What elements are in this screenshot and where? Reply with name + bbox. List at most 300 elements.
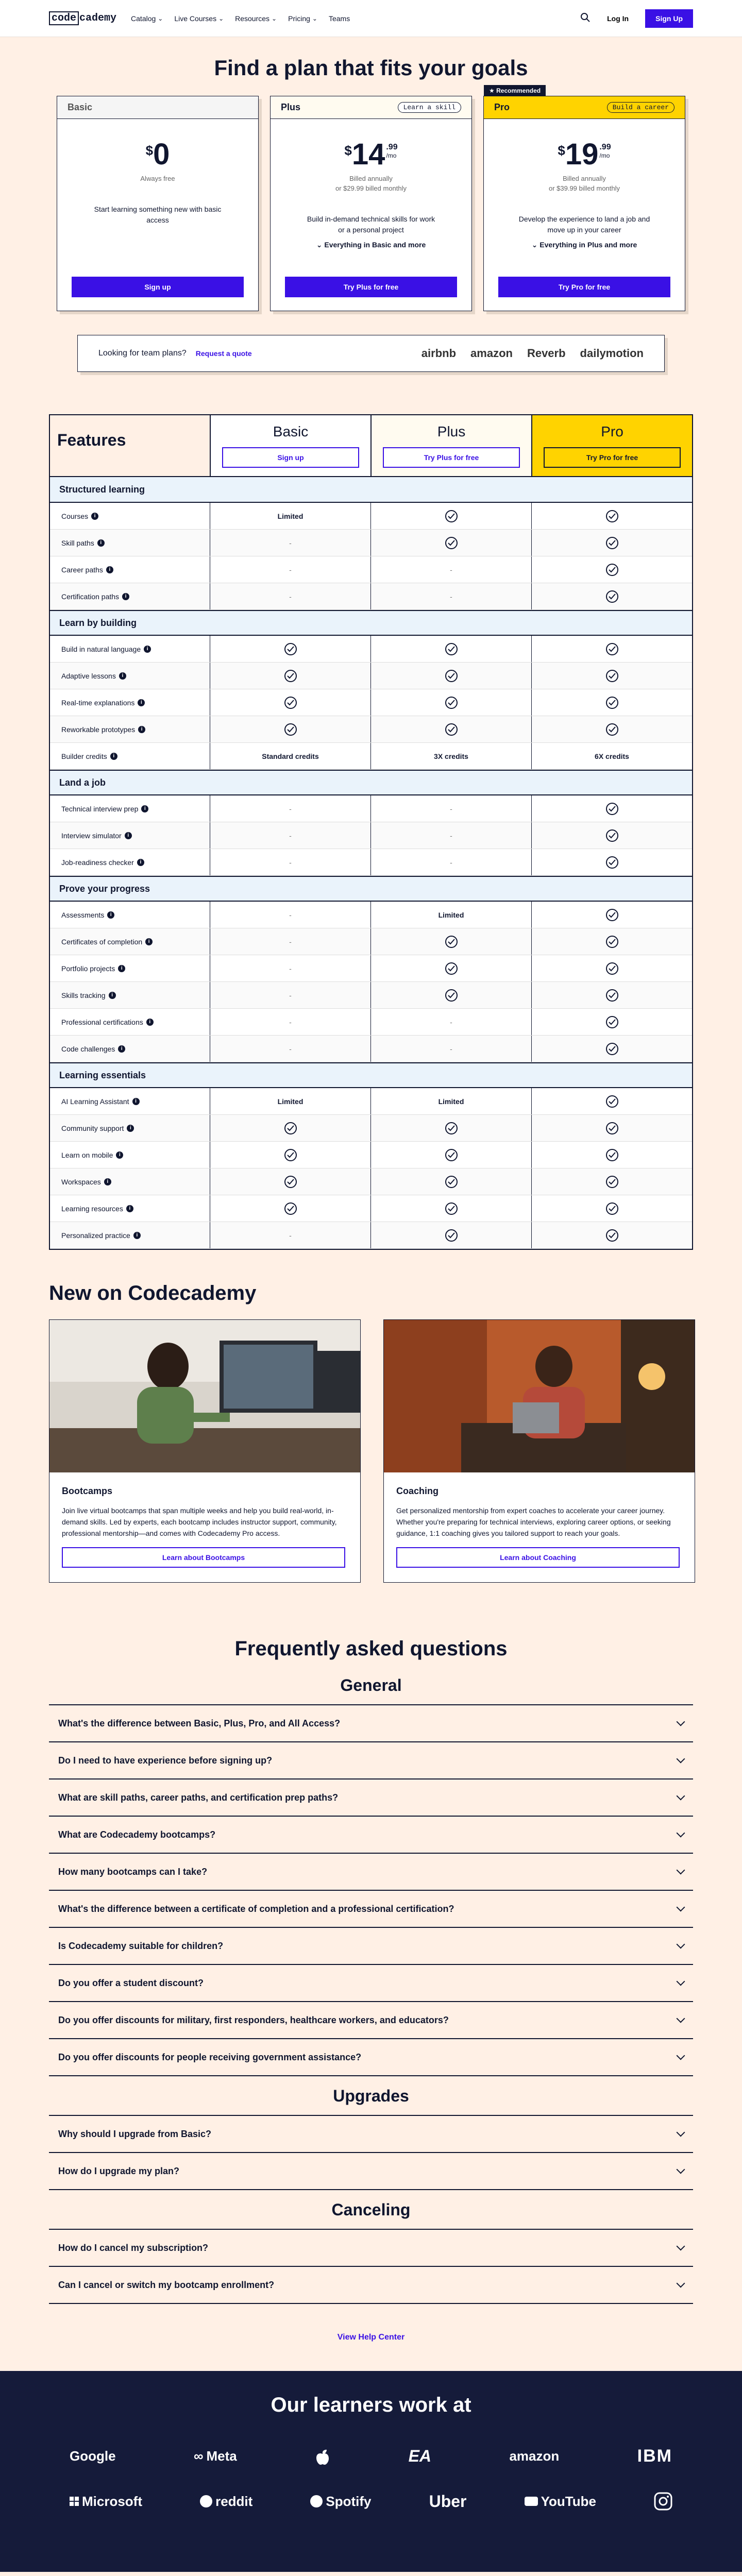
card-title: Bootcamps <box>62 1486 113 1496</box>
info-icon[interactable]: i <box>118 965 125 972</box>
youtube-logo: YouTube <box>525 2494 596 2510</box>
feature-row-adaptive-lessons <box>50 663 692 689</box>
faq-item[interactable] <box>49 1965 693 2002</box>
ea-logo: EA <box>408 2446 432 2465</box>
check-icon <box>606 643 618 655</box>
signup-button[interactable]: Sign Up <box>645 9 693 28</box>
feature-cell <box>531 743 692 769</box>
faq-item[interactable] <box>49 1817 693 1854</box>
feature-cell <box>210 556 370 583</box>
feature-cell <box>210 928 370 955</box>
nav-item-label: Teams <box>328 14 350 23</box>
plan-price <box>271 140 471 170</box>
feature-label: Learn on mobile <box>61 1150 113 1159</box>
dash-value: - <box>289 1231 292 1240</box>
codecademy-logo[interactable]: code cademy <box>49 11 116 25</box>
check-icon <box>606 989 618 1002</box>
everything-in-label: Everything in Plus and more <box>539 241 637 249</box>
company-logos-row-1 <box>49 2441 693 2471</box>
feature-row-personalized-practice <box>50 1222 692 1249</box>
everything-in-toggle[interactable] <box>484 241 685 249</box>
feature-name <box>50 911 210 919</box>
faq-question: How do I upgrade my plan? <box>58 2165 180 2176</box>
section-rows <box>50 503 692 610</box>
section-rows <box>50 795 692 876</box>
section-land-a-job: Land a job <box>50 770 692 795</box>
search-icon[interactable] <box>580 12 591 24</box>
plan-price <box>57 140 258 170</box>
feature-name <box>50 858 210 867</box>
price-cents: .99 <box>599 143 611 151</box>
feature-row-learn-on-mobile <box>50 1142 692 1168</box>
feature-cell <box>531 902 692 928</box>
feature-cell <box>370 1195 531 1222</box>
feature-value: 3X credits <box>434 752 468 760</box>
feature-cell <box>370 1222 531 1248</box>
feature-name <box>50 991 210 999</box>
feature-name <box>50 805 210 813</box>
learn-coaching-button[interactable]: Learn about Coaching <box>396 1547 680 1568</box>
feature-label: Skills tracking <box>61 991 106 999</box>
billing-info <box>484 174 685 193</box>
check-icon <box>606 1043 618 1055</box>
basic-cta-button[interactable]: Sign up <box>72 277 244 297</box>
feature-label: Personalized practice <box>61 1231 130 1240</box>
check-icon <box>445 989 458 1002</box>
feature-cell <box>210 583 370 609</box>
faq-item[interactable] <box>49 1854 693 1891</box>
plan-header <box>271 96 471 119</box>
check-icon <box>606 670 618 682</box>
check-icon <box>445 1176 458 1188</box>
feature-label: Portfolio projects <box>61 964 115 973</box>
plan-description: Build in-demand technical skills for work or a personal project <box>307 215 435 234</box>
feature-cell <box>210 503 370 529</box>
plus-try-button[interactable]: Try Plus for free <box>383 447 520 468</box>
dash-value: - <box>289 831 292 840</box>
feature-label: Community support <box>61 1124 124 1132</box>
feature-cell <box>531 849 692 875</box>
feature-label: Assessments <box>61 910 105 919</box>
price-period: /mo <box>386 152 397 159</box>
faq-item[interactable] <box>49 1891 693 1928</box>
feature-cell <box>531 1142 692 1168</box>
top-header <box>0 0 742 37</box>
feature-cell <box>531 503 692 529</box>
feature-value: Limited <box>277 512 303 520</box>
billing-line: or $29.99 billed monthly <box>335 184 407 192</box>
info-icon[interactable]: i <box>141 805 148 812</box>
info-icon[interactable]: i <box>137 859 144 866</box>
feature-cell <box>531 716 692 742</box>
dailymotion-logo: dailymotion <box>580 347 644 360</box>
feature-name <box>50 1124 210 1132</box>
dash-value: - <box>289 592 292 601</box>
feature-row-interview-simulator <box>50 822 692 849</box>
faq-group-general: General <box>340 1676 402 1694</box>
feature-cell <box>210 743 370 769</box>
nav-item-label: Pricing <box>288 14 310 23</box>
bootcamps-image <box>49 1320 360 1472</box>
feature-row-community-support <box>50 1115 692 1142</box>
feature-name <box>50 539 210 547</box>
nav-item-resources[interactable] <box>235 14 277 23</box>
dash-value: - <box>289 538 292 547</box>
check-icon <box>445 1122 458 1134</box>
amazon-logo: amazon <box>509 2448 560 2464</box>
price-currency: $ <box>344 143 352 158</box>
faq-item[interactable] <box>49 1780 693 1817</box>
help-center-link[interactable]: View Help Center <box>337 2333 405 2342</box>
price-period: /mo <box>599 152 610 159</box>
site-footer <box>49 2572 693 2576</box>
pro-cta-button[interactable]: Try Pro for free <box>498 277 670 297</box>
faq-list <box>49 1704 693 2076</box>
check-icon <box>606 564 618 576</box>
reddit-logo: reddit <box>200 2494 252 2510</box>
feature-cell <box>370 636 531 662</box>
chevron-down-icon <box>677 2279 685 2288</box>
check-icon <box>445 962 458 975</box>
info-icon[interactable]: i <box>122 593 129 600</box>
section-rows <box>50 636 692 770</box>
feature-label: Workspaces <box>61 1177 101 1186</box>
faq-question: What are Codecademy bootcamps? <box>58 1829 216 1840</box>
check-icon <box>445 1229 458 1242</box>
faq-item[interactable] <box>49 2039 693 2076</box>
price-currency: $ <box>558 143 565 158</box>
check-icon <box>606 537 618 549</box>
meta-logo: ∞ Meta <box>193 2448 237 2464</box>
dash-value: - <box>289 1018 292 1026</box>
info-icon[interactable]: i <box>127 1125 134 1132</box>
feature-cell <box>370 795 531 822</box>
feature-cell <box>370 1009 531 1035</box>
chevron-down-icon <box>677 1903 685 1912</box>
plus-cta-button[interactable]: Try Plus for free <box>285 277 457 297</box>
check-icon <box>445 1149 458 1161</box>
check-icon <box>606 1229 618 1242</box>
dash-value: - <box>289 804 292 813</box>
chevron-down-icon: ⌄ <box>158 14 163 22</box>
feature-row-job-readiness-checker <box>50 849 692 876</box>
check-icon <box>284 1149 297 1161</box>
chevron-down-icon <box>677 1866 685 1875</box>
feature-label: Adaptive lessons <box>61 671 116 680</box>
feature-row-career-paths <box>50 556 692 583</box>
section-learning-essentials: Learning essentials <box>50 1062 692 1088</box>
ibm-logo: IBM <box>637 2446 672 2466</box>
feature-row-workspaces <box>50 1168 692 1195</box>
feature-name <box>50 1018 210 1026</box>
features-table <box>49 414 693 1250</box>
info-icon[interactable]: i <box>106 566 113 573</box>
feature-cell <box>210 902 370 928</box>
info-icon[interactable]: i <box>138 726 145 733</box>
team-question: Looking for team plans? <box>98 349 187 358</box>
spotify-logo: Spotify <box>310 2494 371 2510</box>
info-icon[interactable]: i <box>126 1205 133 1212</box>
feature-cell <box>531 583 692 609</box>
billing-line: Billed annually <box>563 175 606 182</box>
check-icon <box>284 697 297 709</box>
plan-tag: Build a career <box>607 102 674 113</box>
nav-item-label: Catalog <box>131 14 156 23</box>
main-nav <box>131 14 350 23</box>
faq-item[interactable] <box>49 1742 693 1780</box>
faq-item[interactable] <box>49 1705 693 1742</box>
uber-logo: Uber <box>429 2492 467 2511</box>
everything-in-label: Everything in Basic and more <box>324 241 426 249</box>
plan-card-pro <box>483 87 685 311</box>
info-icon[interactable]: i <box>109 992 116 999</box>
feature-name <box>50 512 210 520</box>
check-icon <box>606 909 618 921</box>
info-icon[interactable]: i <box>116 1151 123 1159</box>
check-icon <box>606 1016 618 1028</box>
dash-value: - <box>450 831 452 840</box>
feature-value: Limited <box>438 1097 464 1106</box>
apple-logo <box>315 2447 330 2465</box>
faq-group-canceling: Canceling <box>331 2200 411 2219</box>
features-col-plus <box>370 415 531 476</box>
check-icon <box>284 1202 297 1215</box>
feature-cell <box>531 928 692 955</box>
dash-value: - <box>450 592 452 601</box>
feature-cell <box>210 1142 370 1168</box>
feature-label: Certification paths <box>61 592 120 601</box>
faq-list <box>49 2229 693 2304</box>
feature-name <box>50 938 210 946</box>
check-icon <box>606 936 618 948</box>
pricing-hero <box>0 37 742 372</box>
chevron-down-icon <box>677 1977 685 1986</box>
col-name: Pro <box>601 423 623 439</box>
plan-tag: Learn a skill <box>398 102 461 113</box>
info-icon[interactable]: i <box>144 646 151 653</box>
faq-question: Can I cancel or switch my bootcamp enrollment? <box>58 2279 275 2290</box>
instagram-logo <box>654 2492 672 2511</box>
price-cents: .99 <box>386 143 398 151</box>
chevron-down-icon <box>677 2128 685 2137</box>
feature-cell <box>531 795 692 822</box>
dash-value: - <box>289 910 292 919</box>
feature-cell <box>370 822 531 849</box>
check-icon <box>606 803 618 815</box>
login-button[interactable]: Log In <box>601 9 635 28</box>
chevron-down-icon <box>677 1755 685 1764</box>
reddit-alien-icon <box>200 2495 212 2507</box>
feature-cell <box>210 849 370 875</box>
check-icon <box>284 643 297 655</box>
features-col-pro <box>531 415 692 476</box>
check-icon <box>606 590 618 603</box>
chevron-down-icon <box>677 1718 685 1726</box>
feature-value: 6X credits <box>595 752 629 760</box>
faq-question: Why should I upgrade from Basic? <box>58 2128 212 2139</box>
info-icon[interactable]: i <box>107 911 114 919</box>
faq-question: What are skill paths, career paths, and certification prep paths? <box>58 1792 339 1803</box>
check-icon <box>445 723 458 736</box>
feature-label: Certificates of completion <box>61 937 143 946</box>
info-icon[interactable]: i <box>110 753 117 760</box>
feature-cell <box>370 1142 531 1168</box>
learn-bootcamps-button[interactable]: Learn about Bootcamps <box>62 1547 345 1568</box>
feature-label: Courses <box>61 512 89 520</box>
nav-item-teams[interactable] <box>329 14 350 23</box>
feature-cell <box>370 1168 531 1195</box>
feature-label: Learning resources <box>61 1204 123 1213</box>
feature-label: Real-time explanations <box>61 698 135 707</box>
request-quote-link[interactable]: Request a quote <box>195 349 252 358</box>
feature-name <box>50 1178 210 1186</box>
feature-cell <box>370 743 531 769</box>
microsoft-grid-icon <box>70 2497 79 2506</box>
dash-value: - <box>450 1044 452 1053</box>
feature-row-certification-paths <box>50 583 692 610</box>
nav-item-live-courses[interactable] <box>174 14 224 23</box>
chevron-down-icon: ⌄ <box>531 241 538 249</box>
feature-label: Code challenges <box>61 1044 115 1053</box>
feature-value: Standard credits <box>262 752 319 760</box>
features-col-basic <box>210 415 370 476</box>
features-title: Features <box>50 415 210 476</box>
feature-cell <box>210 663 370 689</box>
feature-cell <box>370 928 531 955</box>
recommended-badge: ★ Recommended <box>484 85 546 96</box>
feature-row-ai-learning-assistant <box>50 1088 692 1115</box>
nav-item-label: Resources <box>235 14 270 23</box>
chevron-down-icon <box>677 1792 685 1801</box>
info-icon[interactable]: i <box>138 699 145 706</box>
feature-name <box>50 1045 210 1053</box>
check-icon <box>606 723 618 736</box>
feature-cell <box>531 689 692 716</box>
feature-cell <box>531 530 692 556</box>
info-icon[interactable]: i <box>133 1232 141 1239</box>
feature-row-learning-resources <box>50 1195 692 1222</box>
faq-title: Frequently asked questions <box>234 1637 508 1660</box>
feature-cell <box>370 955 531 981</box>
faq-question: What's the difference between Basic, Plus, Pro, and All Access? <box>58 1718 341 1728</box>
faq-list <box>49 2115 693 2190</box>
dash-value: - <box>289 565 292 574</box>
feature-name <box>50 566 210 574</box>
info-icon[interactable]: i <box>132 1098 140 1105</box>
feature-row-code-challenges <box>50 1036 692 1062</box>
dash-value: - <box>450 858 452 867</box>
dash-value: - <box>289 1044 292 1053</box>
feature-cell <box>531 1115 692 1141</box>
feature-value: Limited <box>438 910 464 919</box>
amazon-logo: amazon <box>470 347 513 360</box>
info-icon[interactable]: i <box>118 1045 125 1053</box>
nav-item-pricing[interactable] <box>288 14 317 23</box>
feature-name <box>50 1205 210 1213</box>
company-logos-row-2 <box>49 2486 693 2517</box>
dash-value: - <box>289 937 292 946</box>
meta-infinity-icon: ∞ <box>193 2448 204 2464</box>
faq-group-upgrades: Upgrades <box>333 2087 409 2105</box>
feature-label: Professional certifications <box>61 1018 143 1026</box>
faq-question: Do you offer discounts for people receiving government assistance? <box>58 2052 362 2062</box>
check-icon <box>606 1176 618 1188</box>
feature-cell <box>210 795 370 822</box>
learners-title: Our learners work at <box>271 2394 471 2416</box>
chevron-down-icon: ⌄ <box>316 241 323 249</box>
feature-name <box>50 752 210 760</box>
faq-item[interactable] <box>49 2116 693 2153</box>
plan-card-basic <box>57 96 259 311</box>
faq-item[interactable] <box>49 1928 693 1965</box>
faq-item[interactable] <box>49 2267 693 2304</box>
feature-row-professional-certifications <box>50 1009 692 1036</box>
info-icon[interactable]: i <box>97 539 105 547</box>
feature-label: AI Learning Assistant <box>61 1097 129 1106</box>
check-icon <box>445 697 458 709</box>
price-amount: 19 <box>565 138 599 171</box>
feature-cell <box>531 1195 692 1222</box>
nav-item-catalog[interactable] <box>131 14 163 23</box>
feature-cell <box>210 689 370 716</box>
check-icon <box>445 670 458 682</box>
info-icon[interactable]: i <box>125 832 132 839</box>
chevron-down-icon <box>677 2242 685 2251</box>
chevron-down-icon: ⌄ <box>218 14 224 22</box>
team-logos <box>421 347 644 360</box>
team-plans-banner <box>77 335 665 372</box>
check-icon <box>606 962 618 975</box>
feature-cell <box>210 636 370 662</box>
everything-in-toggle[interactable] <box>271 241 471 249</box>
chevron-down-icon <box>677 1829 685 1838</box>
check-icon <box>445 537 458 549</box>
star-icon: ★ <box>489 87 495 94</box>
pro-try-button[interactable]: Try Pro for free <box>544 447 681 468</box>
feature-cell <box>210 1168 370 1195</box>
plan-header <box>484 96 685 119</box>
feature-cell <box>370 982 531 1008</box>
faq-question: Do you offer a student discount? <box>58 1977 204 1988</box>
faq-item[interactable] <box>49 2002 693 2039</box>
feature-label: Build in natural language <box>61 645 141 653</box>
feature-cell <box>210 716 370 742</box>
feature-row-real-time-explanations <box>50 689 692 716</box>
info-icon[interactable]: i <box>104 1178 111 1185</box>
col-name: Plus <box>437 423 466 439</box>
feature-cell <box>210 1195 370 1222</box>
feature-name <box>50 725 210 734</box>
basic-signup-button[interactable]: Sign up <box>222 447 359 468</box>
info-icon[interactable]: i <box>119 672 126 680</box>
info-icon[interactable]: i <box>91 513 98 520</box>
feature-cell <box>531 1222 692 1248</box>
faq-item[interactable] <box>49 2230 693 2267</box>
feature-cell <box>370 902 531 928</box>
feature-cell <box>210 530 370 556</box>
info-icon[interactable]: i <box>146 1019 154 1026</box>
info-icon[interactable]: i <box>145 938 153 945</box>
plan-header <box>57 96 258 119</box>
dash-value: - <box>289 991 292 999</box>
dash-value: - <box>289 964 292 973</box>
plan-description: Start learning something new with basic access <box>94 205 222 224</box>
feature-row-courses <box>50 503 692 530</box>
faq-item[interactable] <box>49 2153 693 2190</box>
section-structured-learning: Structured learning <box>50 477 692 503</box>
feature-row-portfolio-projects <box>50 955 692 982</box>
feature-name <box>50 592 210 601</box>
